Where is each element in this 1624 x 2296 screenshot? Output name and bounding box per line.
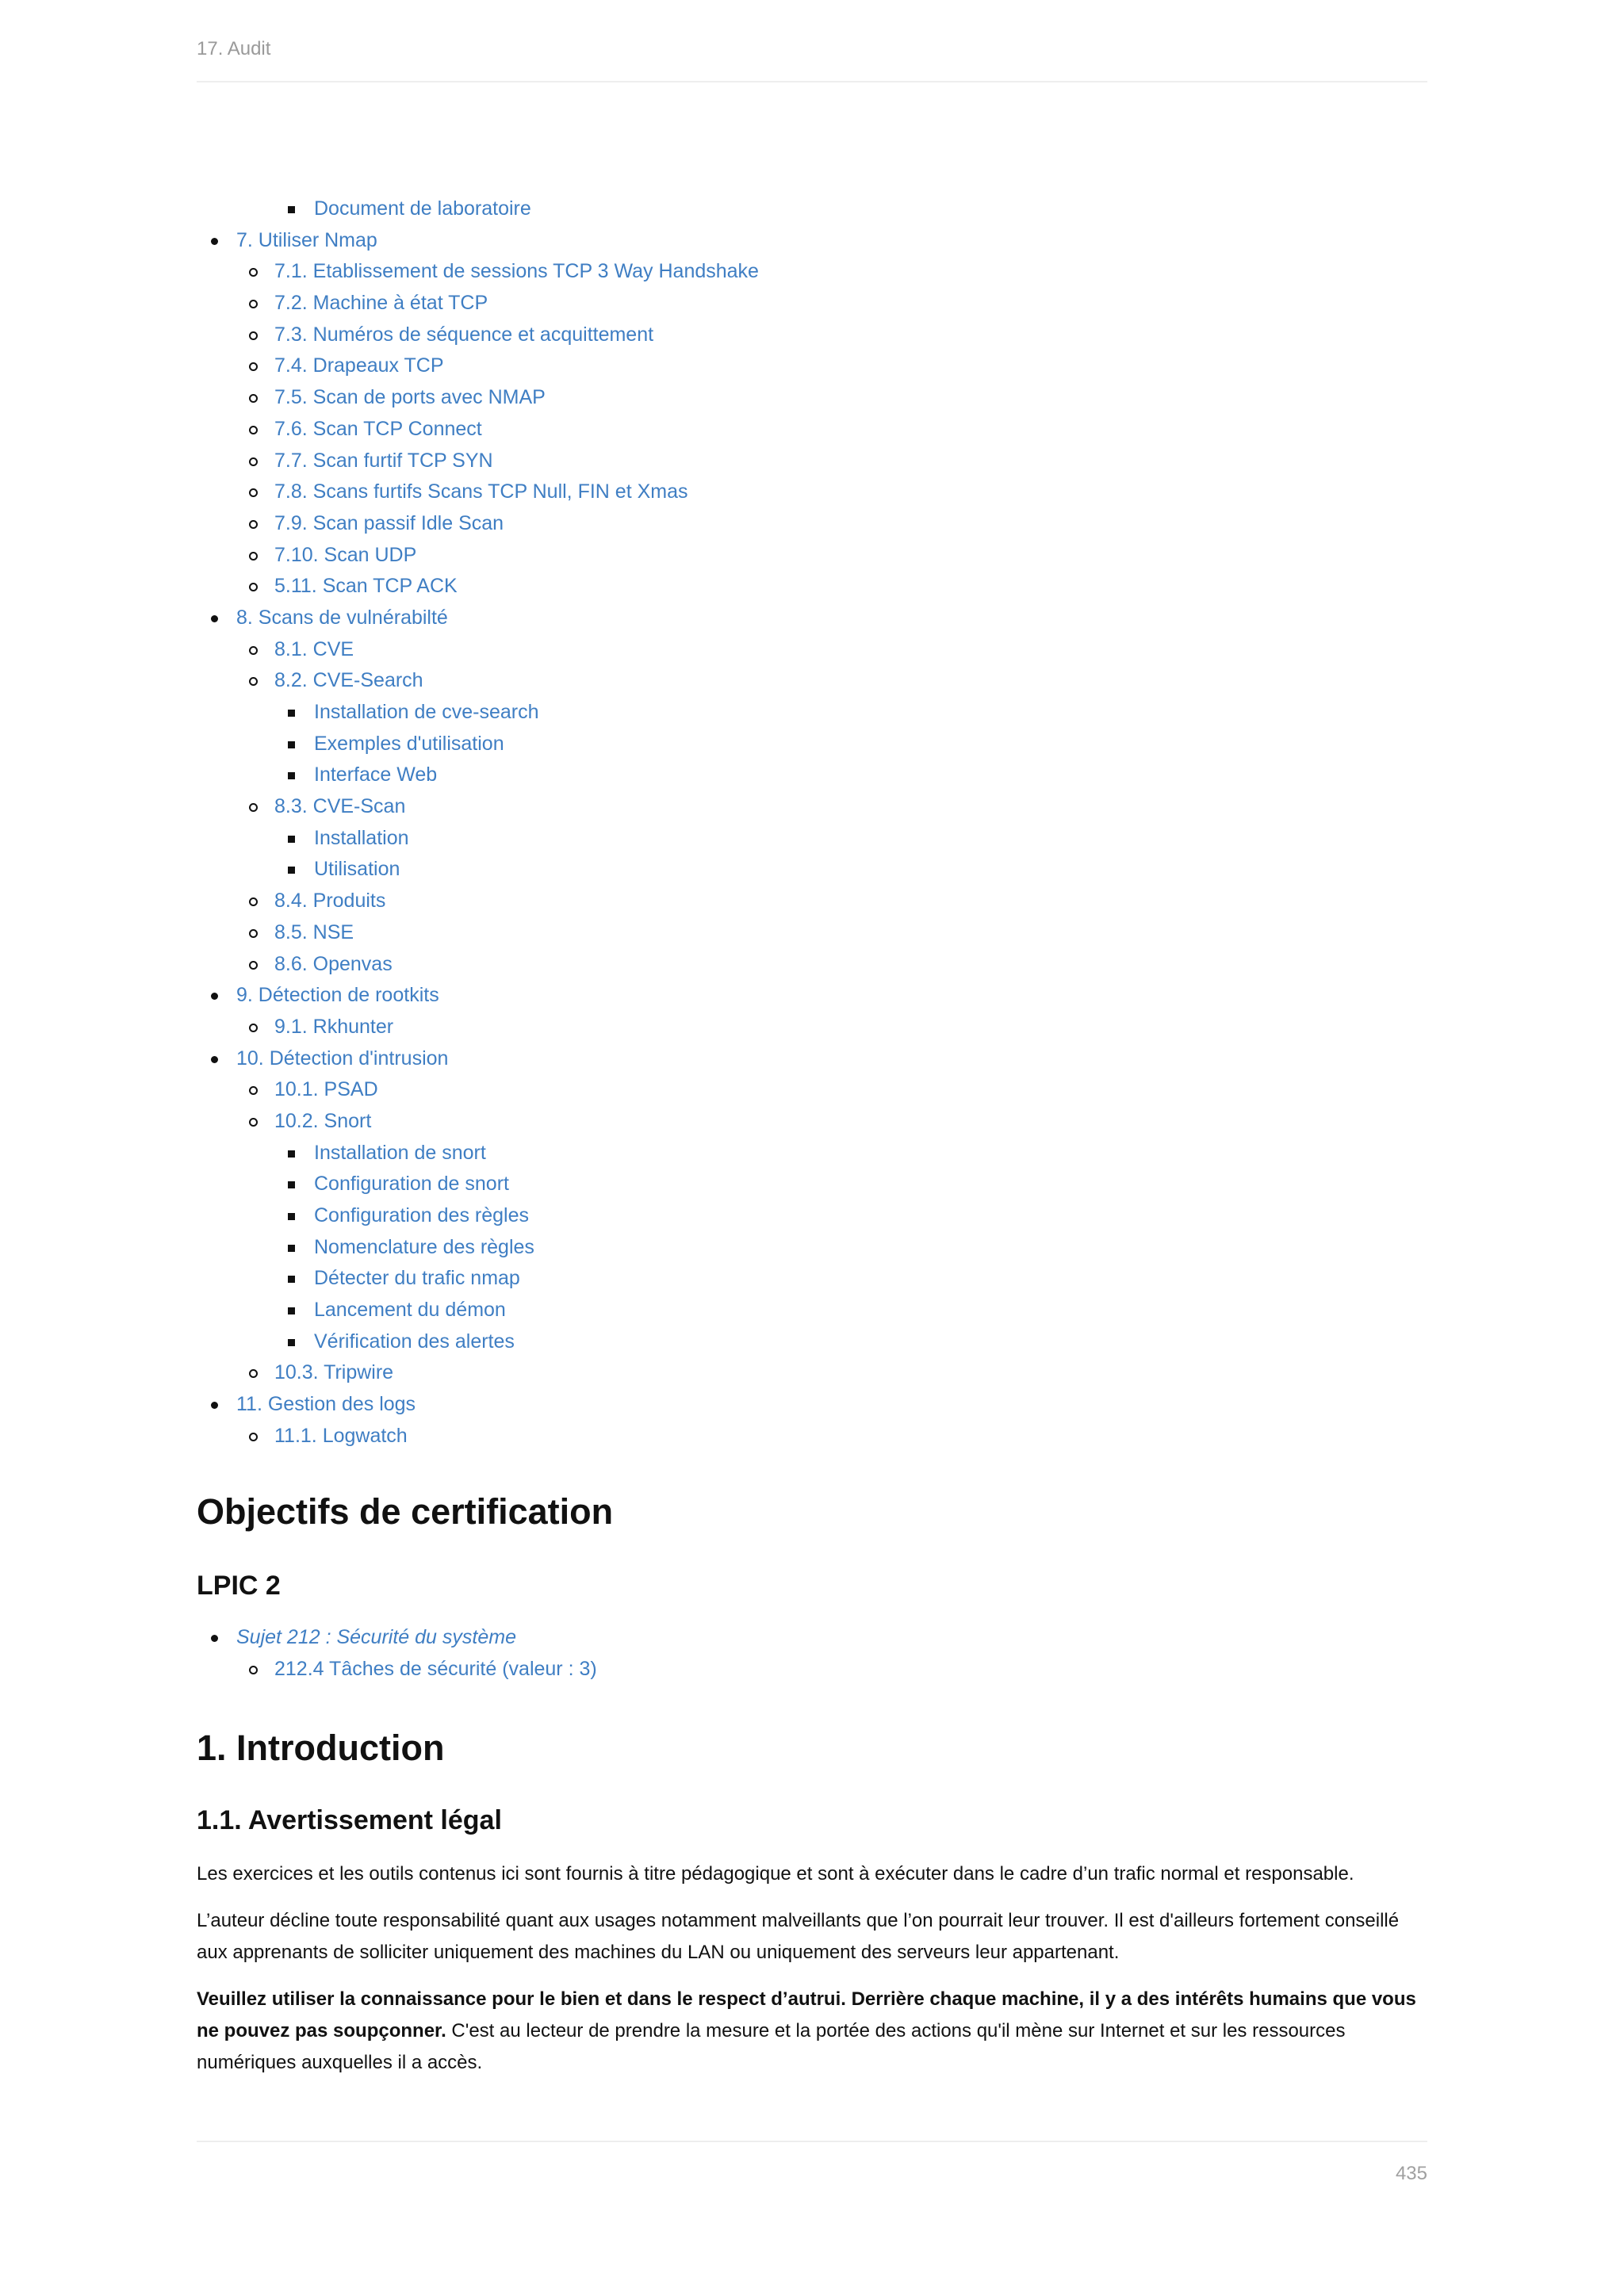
toc-item bbox=[197, 980, 1427, 1012]
toc-link[interactable]: 7.8. Scans furtifs Scans TCP Null, FIN et Xmas bbox=[274, 480, 688, 503]
toc-item bbox=[197, 917, 1427, 949]
circle-bullet-icon bbox=[249, 1024, 258, 1032]
toc-item bbox=[197, 886, 1427, 917]
toc-item bbox=[197, 1232, 1427, 1264]
toc-item bbox=[197, 476, 1427, 508]
square-bullet-icon bbox=[288, 1307, 295, 1314]
circle-bullet-icon bbox=[249, 488, 258, 497]
toc-item bbox=[197, 225, 1427, 257]
square-bullet-icon bbox=[288, 1213, 295, 1220]
intro-paragraph-1: Les exercices et les outils contenus ici sont fournis à titre pédagogique et sont à exécuter dans le cadre d’un trafic normal et responsable. bbox=[197, 1863, 1354, 1885]
toc-item bbox=[197, 760, 1427, 791]
toc-link[interactable]: Utilisation bbox=[314, 858, 400, 881]
circle-bullet-icon bbox=[249, 520, 258, 529]
toc-item bbox=[197, 791, 1427, 823]
toc-item bbox=[197, 697, 1427, 729]
toc-link[interactable]: 9. Détection de rootkits bbox=[236, 984, 439, 1007]
square-bullet-icon bbox=[288, 741, 295, 748]
circle-bullet-icon bbox=[249, 646, 258, 655]
toc-item bbox=[197, 1326, 1427, 1358]
bullet-icon bbox=[211, 238, 218, 245]
toc-item bbox=[197, 1295, 1427, 1326]
square-bullet-icon bbox=[288, 1181, 295, 1188]
page-footer bbox=[197, 2141, 1427, 2184]
toc-link[interactable]: 8.3. CVE-Scan bbox=[274, 795, 406, 818]
toc-link[interactable]: 7.6. Scan TCP Connect bbox=[274, 417, 482, 440]
toc-item bbox=[197, 350, 1427, 382]
square-bullet-icon bbox=[288, 206, 295, 213]
toc-link[interactable]: 10.1. PSAD bbox=[274, 1078, 378, 1101]
page-header bbox=[197, 38, 1427, 82]
toc-link[interactable]: Lancement du démon bbox=[314, 1299, 506, 1322]
square-bullet-icon bbox=[288, 1276, 295, 1283]
toc-link[interactable]: 7. Utiliser Nmap bbox=[236, 228, 377, 251]
toc-item bbox=[197, 603, 1427, 634]
toc-link[interactable]: 11.1. Logwatch bbox=[274, 1424, 408, 1447]
toc-item bbox=[197, 256, 1427, 288]
bullet-icon bbox=[211, 1635, 218, 1642]
toc-link[interactable]: 8.1. CVE bbox=[274, 637, 354, 660]
page-number: 435 bbox=[1395, 2163, 1427, 2184]
toc-item bbox=[197, 414, 1427, 446]
toc-item bbox=[197, 508, 1427, 540]
table-of-contents bbox=[197, 193, 1427, 1452]
circle-bullet-icon bbox=[249, 331, 258, 340]
toc-item bbox=[197, 1169, 1427, 1200]
toc-item bbox=[197, 1421, 1427, 1452]
circle-bullet-icon bbox=[249, 300, 258, 308]
toc-item bbox=[197, 1106, 1427, 1138]
list-item bbox=[197, 1654, 1427, 1686]
bullet-icon bbox=[211, 1056, 218, 1063]
toc-item bbox=[197, 854, 1427, 886]
circle-bullet-icon bbox=[249, 961, 258, 970]
toc-link[interactable]: 7.4. Drapeaux TCP bbox=[274, 354, 444, 377]
toc-item bbox=[197, 320, 1427, 351]
circle-bullet-icon bbox=[249, 583, 258, 591]
toc-item bbox=[197, 1357, 1427, 1389]
toc-link[interactable]: 7.2. Machine à état TCP bbox=[274, 292, 488, 315]
toc-link[interactable]: 7.9. Scan passif Idle Scan bbox=[274, 511, 504, 534]
toc-item bbox=[197, 949, 1427, 981]
toc-item bbox=[197, 540, 1427, 572]
toc-item bbox=[197, 665, 1427, 697]
topic-link[interactable]: Sujet 212 : Sécurité du système bbox=[236, 1626, 516, 1648]
toc-item bbox=[197, 382, 1427, 414]
toc-link[interactable]: Interface Web bbox=[314, 763, 438, 786]
circle-bullet-icon bbox=[249, 268, 258, 277]
subtopic-link[interactable]: 212.4 Tâches de sécurité (valeur : 3) bbox=[274, 1657, 597, 1680]
square-bullet-icon bbox=[288, 1245, 295, 1252]
toc-link[interactable]: 8.6. Openvas bbox=[274, 952, 393, 975]
toc-link[interactable]: 5.11. Scan TCP ACK bbox=[274, 575, 458, 598]
document-page bbox=[197, 0, 1427, 2296]
toc-item bbox=[197, 1074, 1427, 1106]
legal-warning-heading: 1.1. Avertissement légal bbox=[197, 1805, 502, 1835]
toc-link[interactable]: 9.1. Rkhunter bbox=[274, 1015, 394, 1038]
toc-link[interactable]: Installation de snort bbox=[314, 1141, 486, 1164]
circle-bullet-icon bbox=[249, 1369, 258, 1378]
circle-bullet-icon bbox=[249, 394, 258, 403]
square-bullet-icon bbox=[288, 867, 295, 874]
toc-item bbox=[197, 1200, 1427, 1232]
circle-bullet-icon bbox=[249, 426, 258, 434]
toc-item bbox=[197, 1043, 1427, 1075]
circle-bullet-icon bbox=[249, 897, 258, 906]
circle-bullet-icon bbox=[249, 803, 258, 812]
toc-link[interactable]: 8.4. Produits bbox=[274, 890, 386, 913]
toc-link[interactable]: Installation de cve-search bbox=[314, 701, 539, 723]
toc-link[interactable]: Installation bbox=[314, 826, 409, 849]
toc-item bbox=[197, 193, 1427, 225]
intro-paragraph-3 bbox=[197, 1984, 1427, 2079]
circle-bullet-icon bbox=[249, 1433, 258, 1441]
toc-link[interactable]: 8.2. CVE-Search bbox=[274, 669, 423, 692]
toc-item bbox=[197, 1138, 1427, 1169]
square-bullet-icon bbox=[288, 836, 295, 843]
circle-bullet-icon bbox=[249, 552, 258, 561]
toc-item bbox=[197, 571, 1427, 603]
toc-link[interactable]: 10. Détection d'intrusion bbox=[236, 1047, 449, 1070]
square-bullet-icon bbox=[288, 1339, 295, 1346]
toc-item bbox=[197, 823, 1427, 855]
toc-link[interactable]: Configuration de snort bbox=[314, 1173, 509, 1196]
toc-link[interactable]: Configuration des règles bbox=[314, 1204, 529, 1226]
toc-link[interactable]: Nomenclature des règles bbox=[314, 1235, 534, 1258]
lpic-heading: LPIC 2 bbox=[197, 1571, 281, 1601]
toc-item bbox=[197, 446, 1427, 477]
circle-bullet-icon bbox=[249, 457, 258, 466]
toc-link[interactable]: 8.5. NSE bbox=[274, 920, 354, 943]
introduction-heading: 1. Introduction bbox=[197, 1728, 445, 1768]
circle-bullet-icon bbox=[249, 362, 258, 371]
square-bullet-icon bbox=[288, 772, 295, 779]
bullet-icon bbox=[211, 615, 218, 622]
toc-link[interactable]: 7.10. Scan UDP bbox=[274, 543, 417, 566]
toc-item bbox=[197, 634, 1427, 666]
toc-link[interactable]: Détecter du trafic nmap bbox=[314, 1267, 520, 1290]
toc-link[interactable]: Vérification des alertes bbox=[314, 1330, 515, 1353]
list-item bbox=[197, 1622, 1427, 1654]
toc-item bbox=[197, 729, 1427, 760]
warning-rest-text: C'est au lecteur de prendre la mesure et la portée des actions qu'il mène sur Internet et sur les ressources numériques auxquelles il a accès. bbox=[197, 2020, 1346, 2073]
toc-link[interactable]: Document de laboratoire bbox=[314, 197, 531, 220]
bullet-icon bbox=[211, 993, 218, 1000]
toc-link[interactable]: 7.3. Numéros de séquence et acquittement bbox=[274, 323, 654, 346]
circle-bullet-icon bbox=[249, 677, 258, 686]
chapter-title: 17. Audit bbox=[197, 38, 271, 59]
toc-item bbox=[197, 1263, 1427, 1295]
circle-bullet-icon bbox=[249, 1666, 258, 1674]
square-bullet-icon bbox=[288, 1150, 295, 1158]
toc-link[interactable]: Exemples d'utilisation bbox=[314, 732, 504, 755]
toc-link[interactable]: 10.3. Tripwire bbox=[274, 1361, 394, 1384]
toc-link[interactable]: 11. Gestion des logs bbox=[236, 1393, 416, 1416]
toc-link[interactable]: 8. Scans de vulnérabilté bbox=[236, 606, 448, 629]
toc-item bbox=[197, 288, 1427, 320]
bullet-icon bbox=[211, 1402, 218, 1409]
certification-heading: Objectifs de certification bbox=[197, 1491, 614, 1532]
toc-link[interactable]: 7.1. Etablissement de sessions TCP 3 Way Handshake bbox=[274, 260, 759, 283]
toc-link[interactable]: 7.7. Scan furtif TCP SYN bbox=[274, 449, 493, 472]
intro-paragraph-2: L’auteur décline toute responsabilité quant aux usages notamment malveillants que l’on pourrait leur trouver. Il est d'ailleurs fortement conseillé aux apprenants de solliciter uniquement des machines du LAN ou uniquement des serveurs leur appartenant. bbox=[197, 1910, 1400, 1963]
circle-bullet-icon bbox=[249, 1118, 258, 1127]
toc-link[interactable]: 7.5. Scan de ports avec NMAP bbox=[274, 386, 546, 409]
warning-bold-text: Veuillez utiliser la connaissance pour le bien et dans le respect d’autrui. Derrière chaque machine, il y a des intérêts humains que vous ne pouvez pas soupçonner. bbox=[197, 1988, 1416, 2042]
certification-list bbox=[197, 1622, 1427, 1685]
toc-item bbox=[197, 1012, 1427, 1043]
circle-bullet-icon bbox=[249, 1086, 258, 1095]
circle-bullet-icon bbox=[249, 929, 258, 938]
toc-item bbox=[197, 1389, 1427, 1421]
square-bullet-icon bbox=[288, 710, 295, 717]
toc-link[interactable]: 10.2. Snort bbox=[274, 1109, 372, 1132]
